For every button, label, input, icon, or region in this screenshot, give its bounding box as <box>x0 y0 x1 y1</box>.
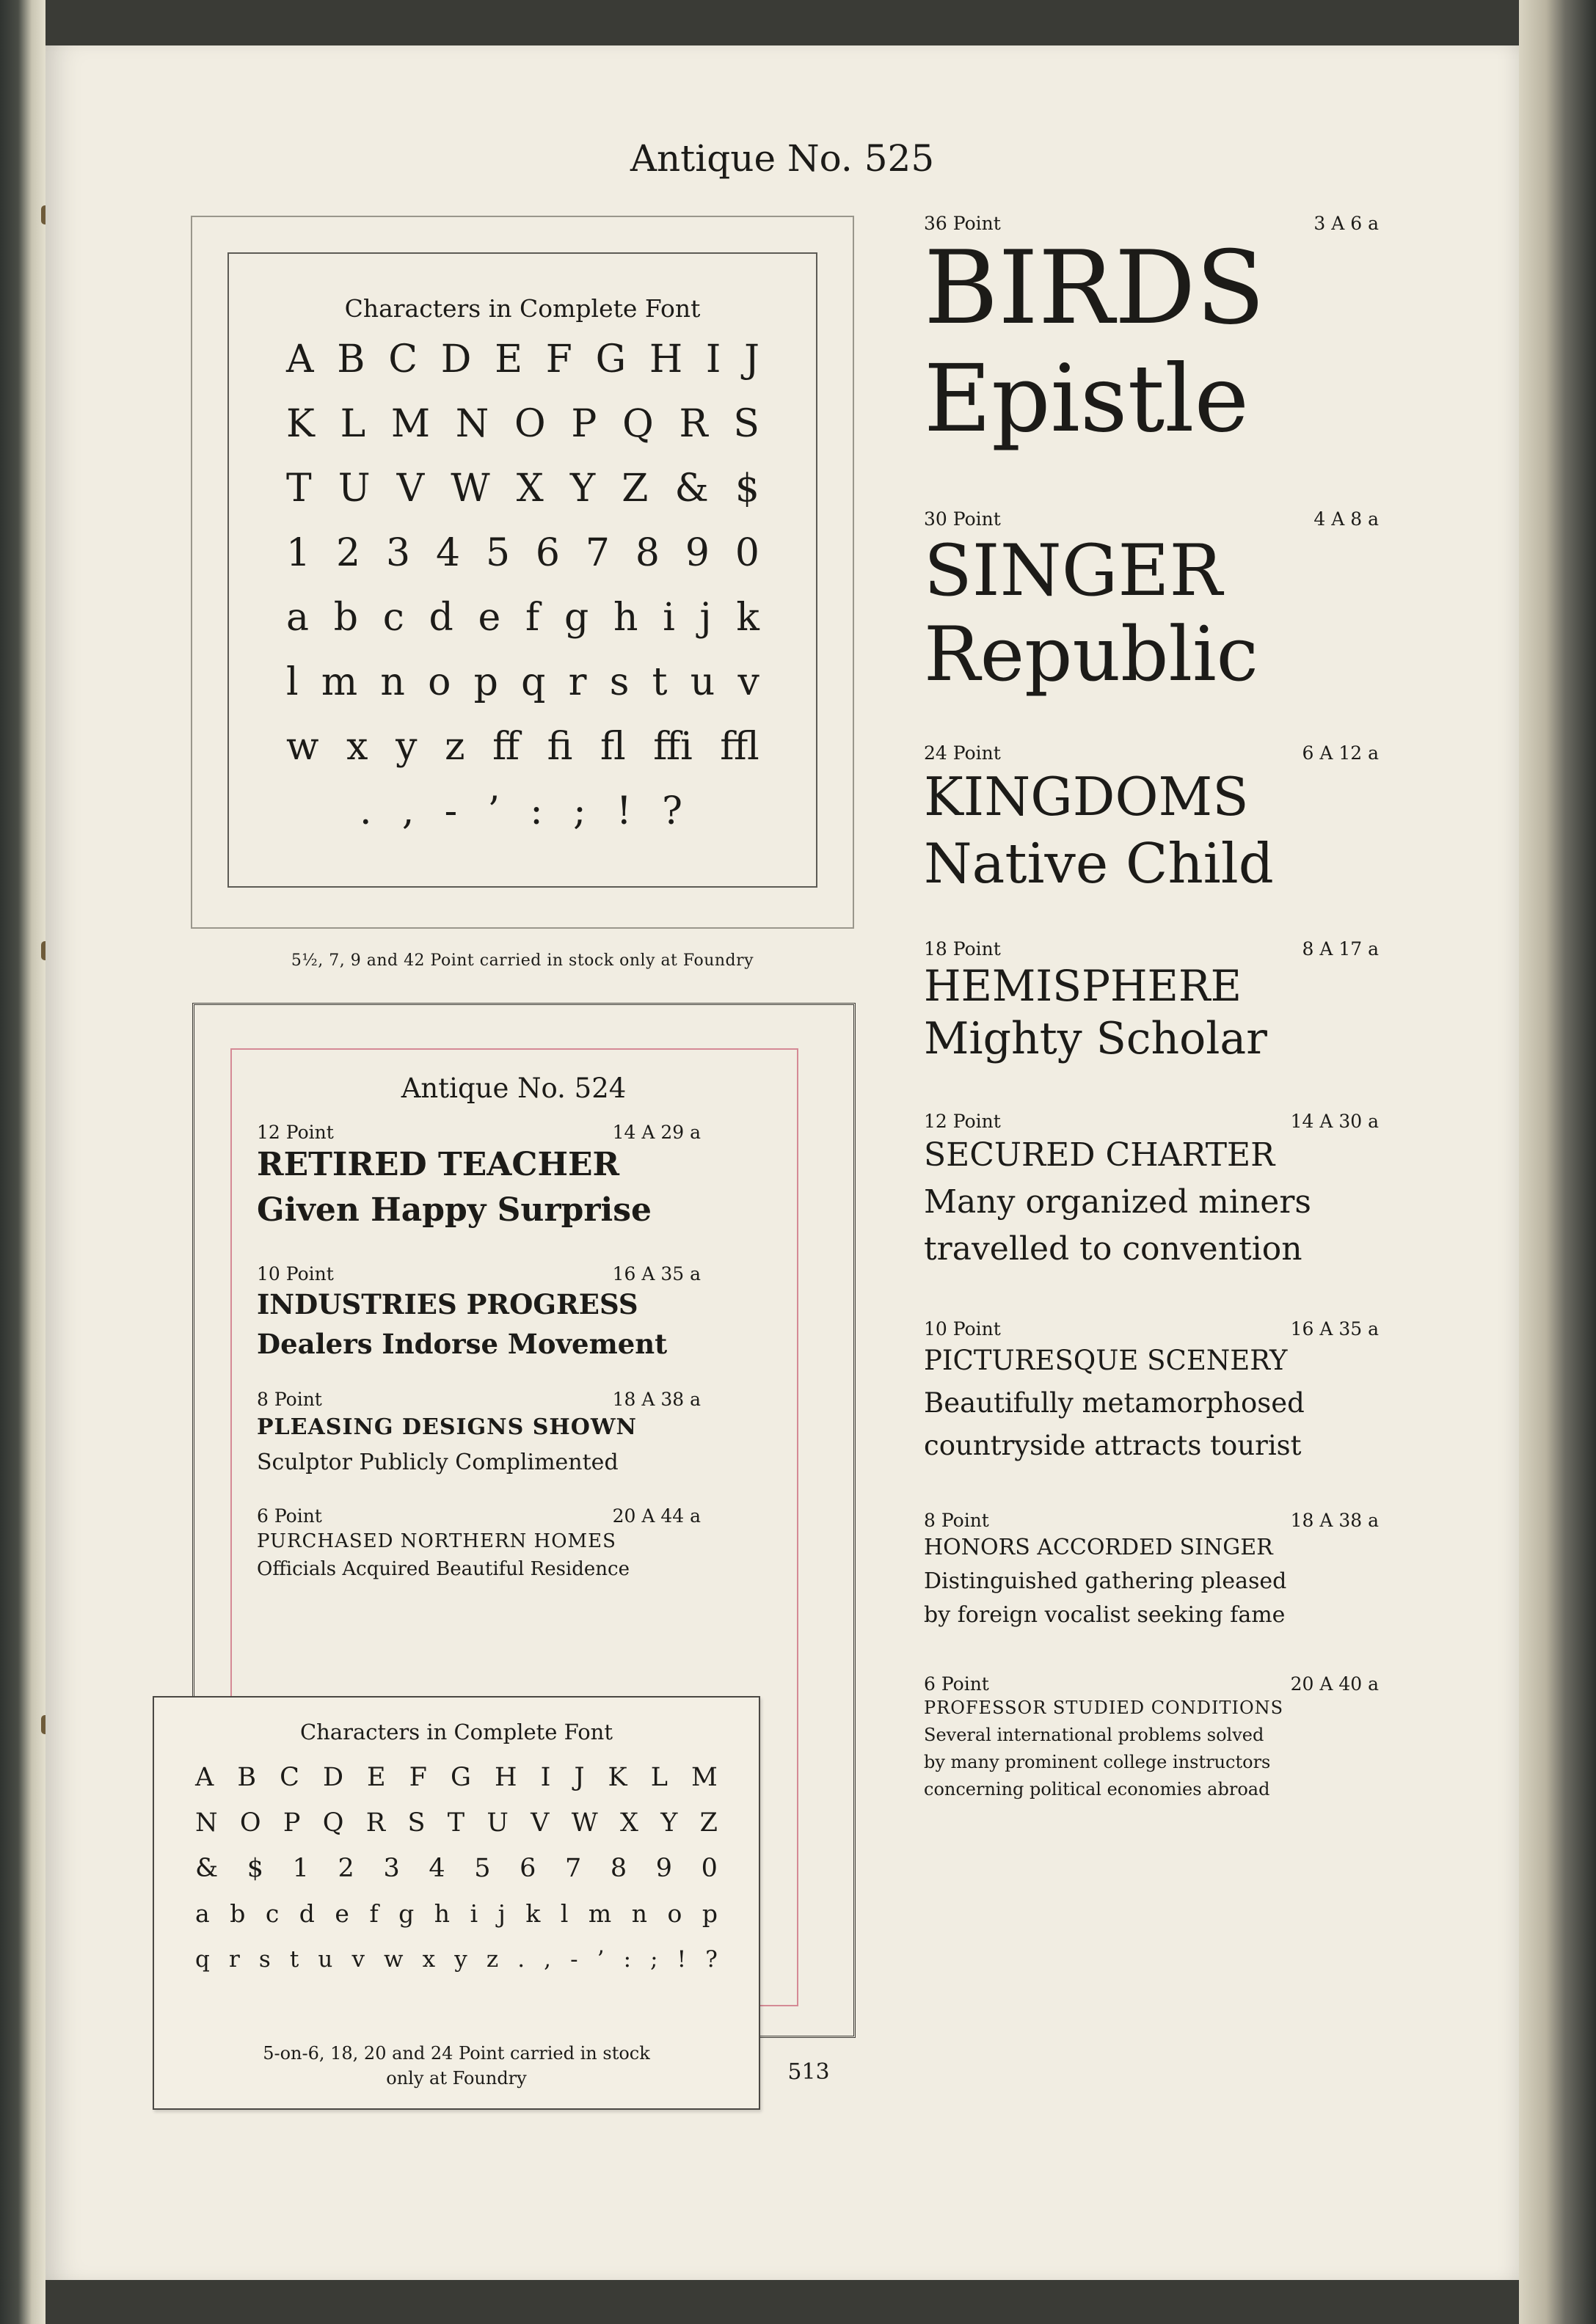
specimen-525-12pt <box>924 1111 1379 1273</box>
char-grid-525-punctuation <box>360 779 682 844</box>
specimen-525-8pt <box>924 1510 1379 1632</box>
specimen-line: by foreign vocalist seeking fame <box>924 1602 1286 1628</box>
char-grid-524 <box>195 1755 718 1982</box>
specimen-525-24pt <box>924 742 1379 897</box>
char-chart-title: Characters in Complete Font <box>344 294 701 323</box>
specimen-line: Dealers Indorse Movement <box>257 1328 668 1360</box>
char-row: q r s t u v w x y z . , - ’ : ; ! ? <box>195 1946 718 1973</box>
specimen-line: Native Child <box>924 831 1274 896</box>
char-chart-525 <box>227 252 817 888</box>
specimen-525-18pt <box>924 938 1379 1065</box>
char-row: l m n o p q r s t u v <box>286 660 759 704</box>
specimen-line: Epistle <box>924 345 1250 453</box>
char-row: K L M N O P Q R S <box>286 402 759 446</box>
char-row: T U V W X Y Z & $ <box>286 467 759 511</box>
stock-note-525: 5½, 7, 9 and 42 Point carried in stock only at Foundry <box>291 951 754 970</box>
specimen-slug: 30 Point 4 A 8 a <box>924 508 1379 530</box>
char-row: & $ 1 2 3 4 5 6 7 8 9 0 <box>195 1854 718 1883</box>
specimen-525-10pt <box>924 1318 1379 1467</box>
specimen-slug: 12 Point 14 A 30 a <box>924 1111 1379 1132</box>
specimen-line: RETIRED TEACHER <box>257 1146 620 1183</box>
specimen-slug: 18 Point 8 A 17 a <box>924 938 1379 960</box>
char-grid-525 <box>286 327 759 779</box>
specimen-line: PURCHASED NORTHERN HOMES <box>257 1530 616 1552</box>
antique-524-title: Antique No. 524 <box>401 1073 627 1104</box>
running-head: Antique No. 525 <box>630 137 935 180</box>
specimen-525-6pt <box>924 1673 1379 1803</box>
char-row: a b c d e f g h i j k l m n o p <box>195 1899 718 1928</box>
specimen-line: SECURED CHARTER <box>924 1136 1275 1174</box>
specimen-line: Given Happy Surprise <box>257 1191 652 1229</box>
specimen-slug: 6 Point 20 A 40 a <box>924 1673 1379 1695</box>
specimen-line: HEMISPHERE <box>924 961 1242 1011</box>
specimen-line: Several international problems solved <box>924 1725 1264 1745</box>
char-row: w x y z ff fi fl ffi ffl <box>286 725 759 769</box>
specimen-line: PICTURESQUE SCENERY <box>924 1345 1288 1376</box>
specimen-line: Mighty Scholar <box>924 1013 1267 1064</box>
specimen-slug: 8 Point 18 A 38 a <box>924 1510 1379 1531</box>
char-row: 1 2 3 4 5 6 7 8 9 0 <box>286 531 759 575</box>
specimen-slug: 36 Point 3 A 6 a <box>924 213 1379 234</box>
page-number: 513 <box>787 2059 830 2085</box>
specimen-524-12pt <box>257 1122 770 1234</box>
specimen-slug: 10 Point 16 A 35 a <box>924 1318 1379 1340</box>
specimen-line: countryside attracts tourist <box>924 1430 1302 1461</box>
specimen-line: Sculptor Publicly Complimented <box>257 1450 619 1475</box>
char-chart-524 <box>153 1696 760 2110</box>
char-row: A B C D E F G H I J <box>286 337 759 381</box>
char-row: A B C D E F G H I J K L M <box>195 1763 718 1792</box>
book-page <box>45 45 1519 2280</box>
specimen-525-36pt <box>924 213 1379 453</box>
char-row: a b c d e f g h i j k <box>286 596 759 640</box>
book-binding-right <box>1519 0 1596 2324</box>
specimen-line: KINGDOMS <box>924 766 1249 827</box>
specimen-line: SINGER <box>924 530 1222 612</box>
specimen-524-8pt <box>257 1389 770 1480</box>
antique-524-specimens <box>257 1073 770 1582</box>
specimen-line: PLEASING DESIGNS SHOWN <box>257 1414 637 1440</box>
specimen-slug: 24 Point 6 A 12 a <box>924 742 1379 764</box>
specimen-slug: 6 Point 20 A 44 a <box>257 1505 701 1527</box>
specimen-line: Many organized miners <box>924 1183 1311 1221</box>
specimen-524-10pt <box>257 1263 770 1364</box>
specimen-525-30pt <box>924 508 1379 698</box>
char-row: . , - ’ : ; ! ? <box>360 789 682 833</box>
stock-note-524: 5-on-6, 18, 20 and 24 Point carried in stock only at Foundry <box>263 2043 650 2089</box>
specimen-slug: 8 Point 18 A 38 a <box>257 1389 701 1410</box>
specimen-524-6pt <box>257 1505 770 1582</box>
specimen-line: Officials Acquired Beautiful Residence <box>257 1558 630 1580</box>
specimen-line: Beautifully metamorphosed <box>924 1387 1305 1419</box>
specimen-line: travelled to convention <box>924 1230 1302 1268</box>
specimen-line: concerning political economies abroad <box>924 1779 1270 1799</box>
char-row: N O P Q R S T U V W X Y Z <box>195 1808 718 1838</box>
book-binding-left <box>0 0 45 2324</box>
specimen-line: Republic <box>924 611 1258 698</box>
specimen-line: PROFESSOR STUDIED CONDITIONS <box>924 1698 1284 1718</box>
specimen-line: BIRDS <box>924 229 1266 347</box>
specimen-line: Distinguished gathering pleased <box>924 1568 1287 1594</box>
specimen-slug: 12 Point 14 A 29 a <box>257 1122 701 1143</box>
specimen-line: HONORS ACCORDED SINGER <box>924 1535 1273 1560</box>
specimen-line: INDUSTRIES PROGRESS <box>257 1288 638 1320</box>
specimen-slug: 10 Point 16 A 35 a <box>257 1263 701 1285</box>
char-chart-title: Characters in Complete Font <box>299 1720 613 1744</box>
specimens-525 <box>924 213 1379 1803</box>
specimen-line: by many prominent college instructors <box>924 1752 1271 1772</box>
